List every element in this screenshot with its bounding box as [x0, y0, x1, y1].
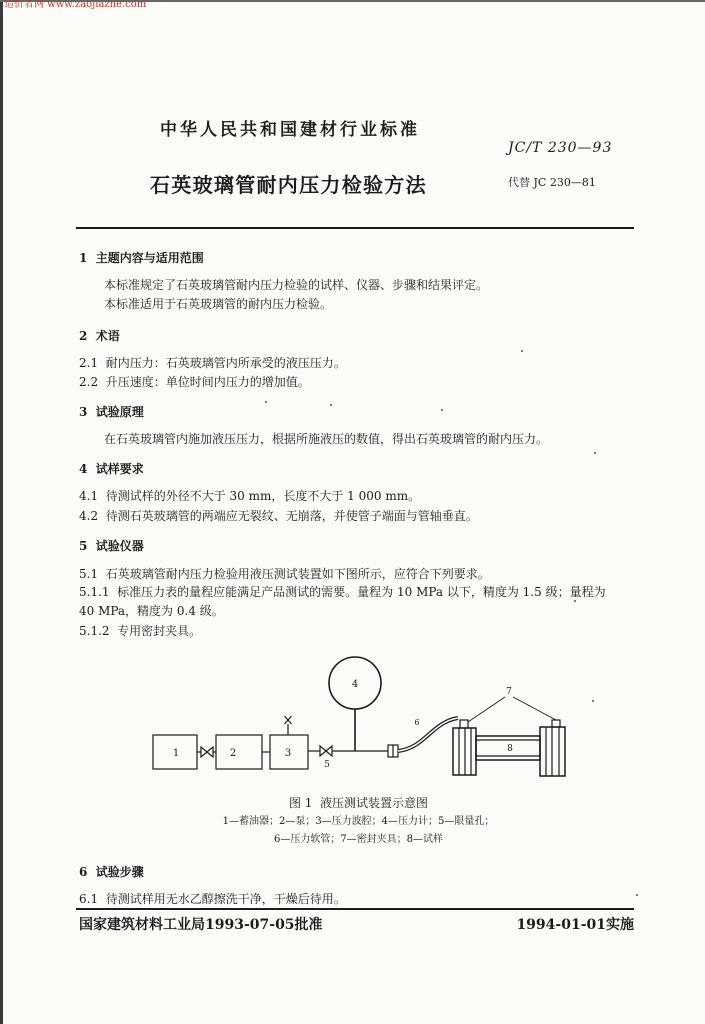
clause-line: 2.1 耐内压力：石英玻璃管内所承受的液压压力。	[79, 356, 346, 370]
label-pump: 2	[229, 748, 237, 759]
standard-code: JC/T 230—93	[508, 140, 613, 156]
section-heading: 6 试验步骤	[79, 865, 144, 879]
clamp-leader-line	[468, 697, 505, 722]
right-clamp-nub	[552, 720, 560, 727]
section-heading: 1 主题内容与适用范围	[79, 251, 204, 265]
label-orifice: 5	[324, 760, 330, 770]
scan-speck	[265, 401, 267, 403]
section-heading: 4 试样要求	[79, 462, 144, 476]
clause-line: 40 MPa，精度为 0.4 级。	[79, 604, 224, 618]
scan-left-edge	[0, 0, 3, 1024]
orifice-valve-icon	[320, 746, 332, 756]
label-clamp: 7	[506, 687, 512, 697]
label-hose: 6	[414, 718, 420, 727]
clause-line: 5.1.2 专用密封夹具。	[79, 624, 202, 638]
pump-box	[216, 735, 262, 769]
standard-org-heading: 中华人民共和国建材行业标准	[160, 120, 420, 140]
section-heading: 5 试验仪器	[79, 539, 144, 553]
replaces-code: 代替 JC 230—81	[508, 176, 596, 189]
paragraph-line: 在石英玻璃管内施加液压压力，根据所施液压的数值，得出石英玻璃管的耐内压力。	[104, 432, 549, 446]
hydraulic-test-diagram	[0, 650, 705, 795]
label-reservoir: 1	[172, 748, 180, 759]
scan-speck	[574, 600, 576, 602]
scan-speck	[441, 409, 443, 411]
clause-line: 5.1.1 标准压力表的量程应能满足产品测试的需要。量程为 10 MPa 以下，精度为 1.5 级；量程为	[79, 585, 606, 599]
paragraph-line: 本标准规定了石英玻璃管耐内压力检验的试样、仪器、步骤和结果评定。	[104, 278, 489, 292]
inlet-valve-icon	[201, 747, 213, 757]
clamp-leader-line	[513, 697, 556, 720]
scan-speck	[521, 350, 523, 352]
clause-line: 2.2 升压速度：单位时间内压力的增加值。	[79, 375, 310, 389]
label-sample: 8	[507, 744, 513, 754]
scan-speck	[330, 404, 332, 406]
section-heading: 2 术语	[79, 329, 120, 343]
effective-date: 1994-01-01实施	[516, 917, 634, 933]
label-pressure-chamber: 3	[284, 748, 292, 759]
pressure-hose-inner	[398, 718, 458, 751]
watermark: 造价者网 www.zaojiazhe.com	[4, 0, 147, 10]
paragraph-line: 本标准适用于石英玻璃管的耐内压力检验。	[104, 297, 333, 311]
footer-rule	[76, 908, 634, 910]
figure-caption: 图 1 液压测试装置示意图	[288, 796, 429, 810]
clause-line: 4.2 待测石英玻璃管的两端应无裂纹、无崩落，并使管子端面与管轴垂直。	[79, 509, 478, 523]
figure-legend-line: 6—压力软管；7—密封夹具；8—试样	[273, 834, 444, 845]
header-rule	[76, 227, 634, 229]
approval-line: 国家建筑材料工业局1993-07-05批准	[79, 917, 323, 933]
clause-line: 4.1 待测试样的外径不大于 30 mm，长度不大于 1 000 mm。	[79, 489, 421, 503]
left-clamp-nub	[460, 720, 468, 728]
scan-speck	[594, 452, 596, 454]
clause-line: 5.1 石英玻璃管耐内压力检验用液压测试装置如下图所示，应符合下列要求。	[79, 567, 490, 581]
section-heading: 3 试验原理	[79, 405, 144, 419]
figure-legend-line: 1—蓄油器；2—泵；3—压力波腔；4—压力计；5—限量孔；	[222, 816, 495, 827]
clause-line: 6.1 待测试样用无水乙醇擦洗干净，干燥后待用。	[79, 892, 346, 906]
label-gauge: 4	[351, 679, 359, 690]
page-title: 石英玻璃管耐内压力检验方法	[150, 173, 427, 197]
scan-speck	[636, 894, 638, 896]
